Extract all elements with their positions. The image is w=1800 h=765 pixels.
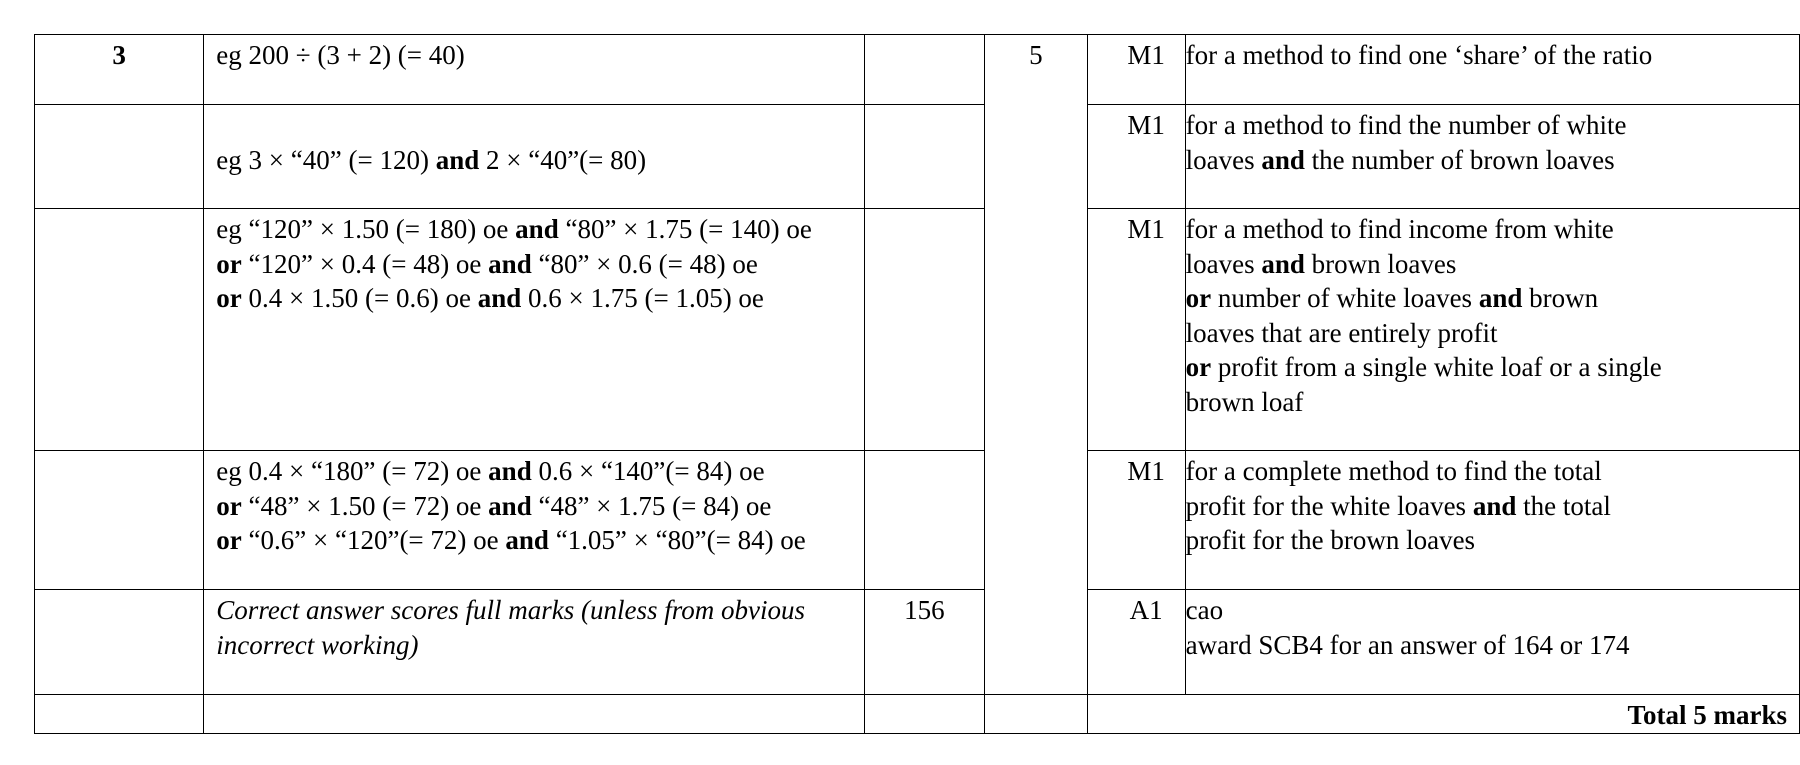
text-segment: brown <box>1522 283 1599 313</box>
text-segment: brown loaves <box>1304 248 1457 279</box>
question-cell <box>35 209 204 451</box>
text-segment: eg 0.4 × “180” (= 72) oe <box>216 456 489 486</box>
working-text <box>204 35 863 73</box>
text-segment: “120” × 0.4 (= 48) oe <box>241 248 489 279</box>
text-segment: eg 3 × “40” (= 120) <box>216 144 436 175</box>
mark-code-cell <box>1087 105 1185 209</box>
text-line <box>216 38 851 73</box>
text-line <box>216 628 851 663</box>
working-text <box>204 105 863 177</box>
bold-keyword: and <box>488 248 532 279</box>
text-segment: profit for the white loaves <box>1185 490 1473 521</box>
text-segment: for a complete method to find the total <box>1185 456 1602 486</box>
text-line <box>1186 316 1787 351</box>
text-segment: “48” × 1.50 (= 72) oe <box>241 490 489 521</box>
text-segment: brown loaf <box>1185 386 1304 417</box>
mark-code: M1 <box>1127 456 1165 486</box>
mark-code-cell <box>1087 35 1185 105</box>
guidance-text <box>1186 209 1799 419</box>
text-segment: number of white loaves <box>1211 283 1479 313</box>
working-text <box>204 209 863 316</box>
text-segment: “1.05” × “80”(= 84) oe <box>548 525 806 555</box>
question-cell <box>35 105 204 209</box>
mark-code: M1 <box>1127 110 1165 140</box>
text-segment: Correct answer scores full marks (unless from obvious <box>216 595 806 625</box>
working-cell <box>204 105 864 209</box>
text-segment: “80” × 0.6 (= 48) oe <box>531 248 758 279</box>
text-line <box>1186 489 1787 524</box>
text-line <box>216 143 851 178</box>
text-line <box>1186 212 1787 247</box>
answer-cell <box>864 209 984 451</box>
bold-keyword: and <box>515 214 559 244</box>
answer-cell <box>864 590 984 695</box>
mark-code-cell <box>1087 209 1185 451</box>
text-segment: 0.6 × “140”(= 84) oe <box>531 456 765 486</box>
working-text <box>204 451 863 558</box>
text-segment: loaves <box>1185 248 1262 279</box>
text-segment: profit for the brown loaves <box>1185 525 1476 555</box>
mark-row-2 <box>35 105 1800 209</box>
bold-keyword: or <box>1185 352 1212 382</box>
guidance-cell <box>1185 35 1799 105</box>
text-line <box>1186 628 1787 663</box>
guidance-text <box>1186 590 1799 662</box>
text-line <box>1186 385 1787 420</box>
question-cell <box>35 590 204 695</box>
text-line <box>1186 247 1787 282</box>
text-segment: profit from a single white loaf or a single <box>1211 352 1662 382</box>
bold-keyword: and <box>1472 490 1517 521</box>
bold-keyword: and <box>488 456 532 486</box>
text-line <box>1186 454 1787 489</box>
mark-code: M1 <box>1127 40 1165 70</box>
text-segment: cao <box>1185 595 1224 625</box>
bold-keyword: and <box>477 283 522 313</box>
text-line <box>216 454 851 489</box>
text-line <box>216 247 851 282</box>
question-cell <box>35 695 204 734</box>
text-segment: the number of brown loaves <box>1304 144 1615 175</box>
mark-code: A1 <box>1129 595 1163 625</box>
bold-keyword: and <box>488 490 532 521</box>
text-line <box>216 281 851 316</box>
final-answer: 156 <box>904 595 945 625</box>
text-segment: loaves that are entirely profit <box>1185 317 1498 348</box>
mark-scheme-table <box>34 34 1800 734</box>
mark-code: M1 <box>1127 214 1165 244</box>
bold-keyword: or <box>216 490 242 521</box>
answer-cell <box>864 695 984 734</box>
total-marks: Total 5 marks <box>1627 700 1787 730</box>
marks-value: 5 <box>1029 40 1043 70</box>
text-line <box>216 212 851 247</box>
working-cell <box>204 695 864 734</box>
guidance-text <box>1186 451 1799 558</box>
text-segment: incorrect working) <box>216 629 419 660</box>
mark-row-4 <box>35 451 1800 590</box>
text-segment: “48” × 1.75 (= 84) oe <box>531 490 772 521</box>
working-cell <box>204 590 864 695</box>
working-cell <box>204 209 864 451</box>
text-line <box>1186 38 1787 73</box>
bold-keyword: and <box>1261 144 1305 175</box>
mark-code-cell <box>1087 451 1185 590</box>
text-segment: eg 200 ÷ (3 + 2) (= 40) <box>216 40 465 70</box>
mark-row-1 <box>35 35 1800 105</box>
answer-cell <box>864 105 984 209</box>
mark-row-3 <box>35 209 1800 451</box>
guidance-cell <box>1185 209 1799 451</box>
bold-keyword: and <box>505 525 549 555</box>
text-segment: the total <box>1516 490 1611 521</box>
text-segment: loaves <box>1185 144 1262 175</box>
guidance-cell <box>1185 451 1799 590</box>
marks-cell <box>984 35 1087 695</box>
text-line <box>1186 108 1787 143</box>
bold-keyword: and <box>435 144 480 175</box>
answer-cell <box>864 451 984 590</box>
question-cell <box>35 451 204 590</box>
bold-keyword: and <box>1478 283 1523 313</box>
bold-keyword: and <box>1261 248 1305 279</box>
text-segment: “80” × 1.75 (= 140) oe <box>558 214 812 244</box>
text-segment: 0.4 × 1.50 (= 0.6) oe <box>241 283 478 313</box>
mark-row-5 <box>35 590 1800 695</box>
guidance-text <box>1186 35 1799 73</box>
text-segment: 0.6 × 1.75 (= 1.05) oe <box>521 283 764 313</box>
text-line <box>216 108 851 143</box>
working-text <box>204 590 863 662</box>
bold-keyword: or <box>216 283 242 313</box>
bold-keyword: or <box>216 525 242 555</box>
total-row <box>35 695 1800 734</box>
text-segment: award SCB4 for an answer of 164 or 174 <box>1185 629 1630 660</box>
question-number: 3 <box>112 40 126 70</box>
working-cell <box>204 451 864 590</box>
text-segment: eg “120” × 1.50 (= 180) oe <box>216 214 516 244</box>
text-segment: 2 × “40”(= 80) <box>479 144 647 175</box>
working-cell <box>204 35 864 105</box>
answer-cell <box>864 35 984 105</box>
text-line <box>1186 281 1787 316</box>
mark-code-cell <box>1087 590 1185 695</box>
text-line <box>1186 593 1787 628</box>
guidance-text <box>1186 105 1799 177</box>
text-segment: for a method to find the number of white <box>1185 110 1627 140</box>
text-segment: for a method to find income from white <box>1185 214 1614 244</box>
text-line <box>1186 523 1787 558</box>
marks-cell <box>984 695 1087 734</box>
total-cell <box>1087 695 1799 734</box>
bold-keyword: or <box>216 248 242 279</box>
guidance-cell <box>1185 590 1799 695</box>
text-line <box>1186 350 1787 385</box>
bold-keyword: or <box>1185 283 1212 313</box>
guidance-cell <box>1185 105 1799 209</box>
text-line <box>216 593 851 628</box>
question-cell <box>35 35 204 105</box>
text-segment: for a method to find one ‘share’ of the ratio <box>1185 40 1653 70</box>
text-segment: “0.6” × “120”(= 72) oe <box>241 525 506 555</box>
text-line <box>216 523 851 558</box>
text-line <box>1186 143 1787 178</box>
text-line <box>216 489 851 524</box>
